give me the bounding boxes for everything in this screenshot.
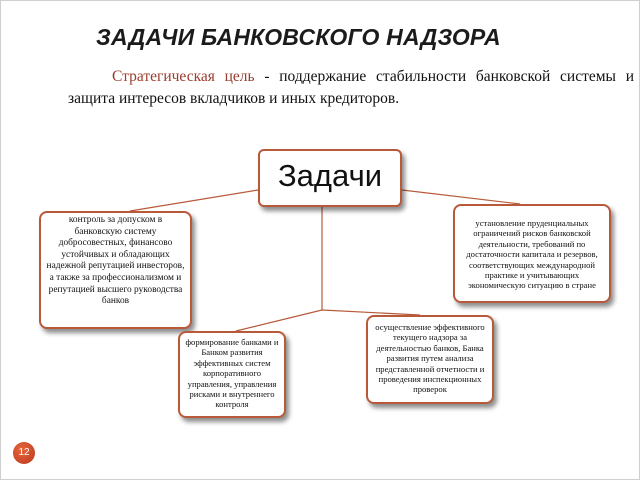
connector-right [402, 190, 520, 204]
task-node-prudential-limits: установление пруденциальных ограничений рисков банковской деятельности, требований по достаточности капитала и резервов, соответствующих международной практике и учитывающих экономическую ситуацию в стране [453, 204, 611, 303]
task-node-admission-control: контроль за допуском в банковскую систему добросовестных, финансово устойчивых и обладающих надежной репутацией инвесторов, а также за профессионализмом и репутацией высшего руководства банков [39, 211, 192, 329]
center-node: Задачи [258, 149, 402, 207]
connector-split [236, 310, 322, 331]
connector-left [130, 190, 258, 211]
task-node-governance-systems: формирование банками и Банком развития эффективных систем корпоративного управления, управления рисками и внутреннего контроля [178, 331, 286, 418]
goal-description: - поддержание стабильности банковской системы и защита интересов вкладчиков и иных кредиторов. [68, 68, 634, 107]
task-node-current-supervision: осуществление эффективного текущего надзора за деятельностью банков, Банка развития путем анализа представленной отчетности и проведения инспекционных проверок [366, 315, 494, 404]
slide-title: ЗАДАЧИ БАНКОВСКОГО НАДЗОРА [96, 24, 501, 50]
goal-label: Стратегическая цель [112, 68, 255, 85]
page-number-badge: 12 [13, 442, 35, 464]
